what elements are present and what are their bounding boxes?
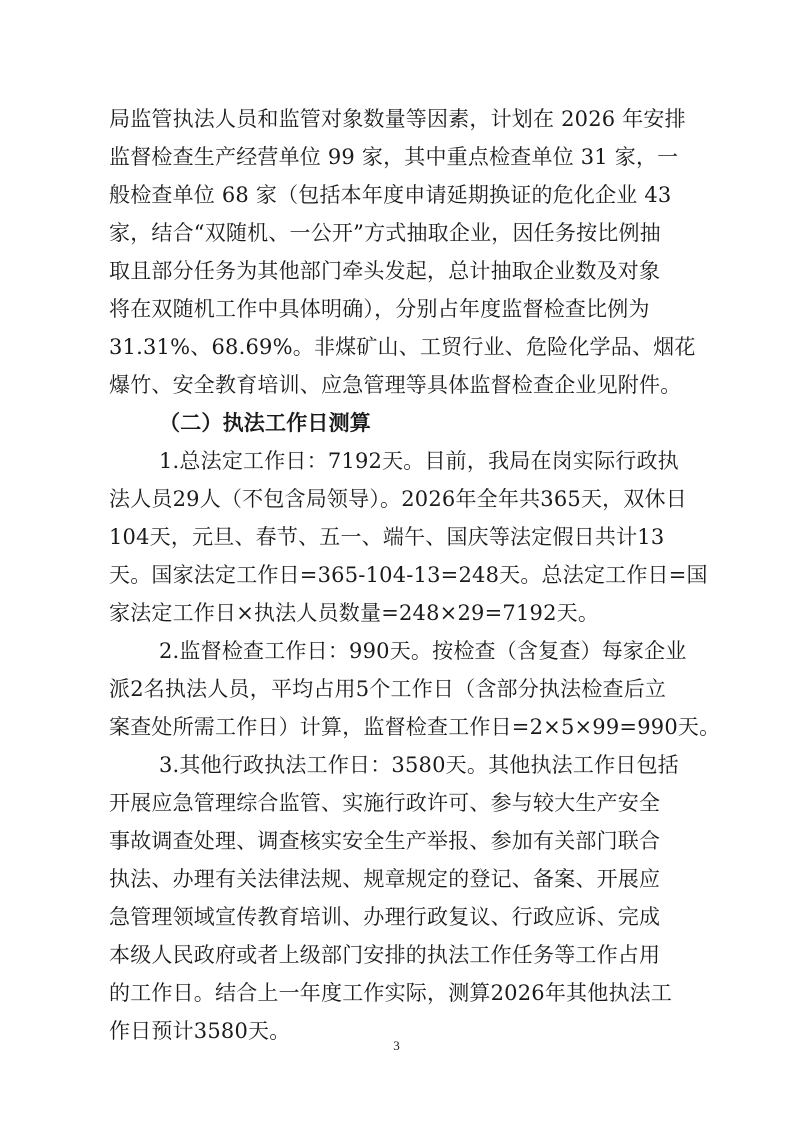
- text-line: 急管理领域宣传教育培训、办理行政复议、行政应诉、完成: [109, 905, 661, 929]
- text-line: 执法、办理有关法律法规、规章规定的登记、备案、开展应: [109, 867, 661, 891]
- text-line: 事故调查处理、调查核实安全生产举报、参加有关部门联合: [109, 829, 661, 853]
- text-line: 104天，元旦、春节、五一、端午、国庆等法定假日共计13: [109, 525, 665, 549]
- text-line: 爆竹、安全教育培训、应急管理等具体监督检查企业见附件。: [109, 373, 682, 397]
- text-line: 监督检查生产经营单位 99 家，其中重点检查单位 31 家，一: [109, 145, 679, 169]
- text-line: 法人员29人（不包含局领导）。2026年全年共365天，双休日: [109, 487, 687, 511]
- text-line: 派2名执法人员，平均占用5个工作日（含部分执法检查后立: [109, 677, 667, 701]
- page-number: 3: [393, 1038, 400, 1053]
- text-line: 家法定工作日×执法人员数量=248×29=7192天。: [109, 601, 600, 625]
- text-line: 天。国家法定工作日=365-104-13=248天。总法定工作日=国: [109, 563, 708, 587]
- text-line: 开展应急管理综合监管、实施行政许可、参与较大生产安全: [109, 791, 661, 815]
- text-line: 取且部分任务为其他部门牵头发起，总计抽取企业数及对象: [109, 259, 661, 283]
- text-line: 31.31%、68.69%。非煤矿山、工贸行业、危险化学品、烟花: [109, 335, 696, 359]
- text-line: 2.监督检查工作日：990天。按检查（含复查）每家企业: [159, 639, 687, 663]
- text-line: 作日预计3580天。: [109, 1019, 291, 1043]
- text-line: 家，结合“双随机、一公开”方式抽取企业，因任务按比例抽: [109, 221, 661, 245]
- text-line: 般检查单位 68 家（包括本年度申请延期换证的危化企业 43: [109, 183, 672, 207]
- text-line: 1.总法定工作日：7192天。目前，我局在岗实际行政执: [159, 449, 679, 473]
- text-line: 案查处所需工作日）计算，监督检查工作日=2×5×99=990天。: [109, 715, 721, 739]
- text-line: 的工作日。结合上一年度工作实际，测算2026年其他执法工: [109, 981, 673, 1005]
- text-line: 将在双随机工作中具体明确），分别占年度监督检查比例为: [109, 297, 650, 321]
- text-line: 3.其他行政执法工作日：3580天。其他执法工作日包括: [159, 753, 679, 777]
- text-line: 本级人民政府或者上级部门安排的执法工作任务等工作占用: [109, 943, 661, 967]
- text-line: 局监管执法人员和监管对象数量等因素，计划在 2026 年安排: [109, 107, 686, 131]
- section-heading: （二）执法工作日测算: [159, 410, 371, 435]
